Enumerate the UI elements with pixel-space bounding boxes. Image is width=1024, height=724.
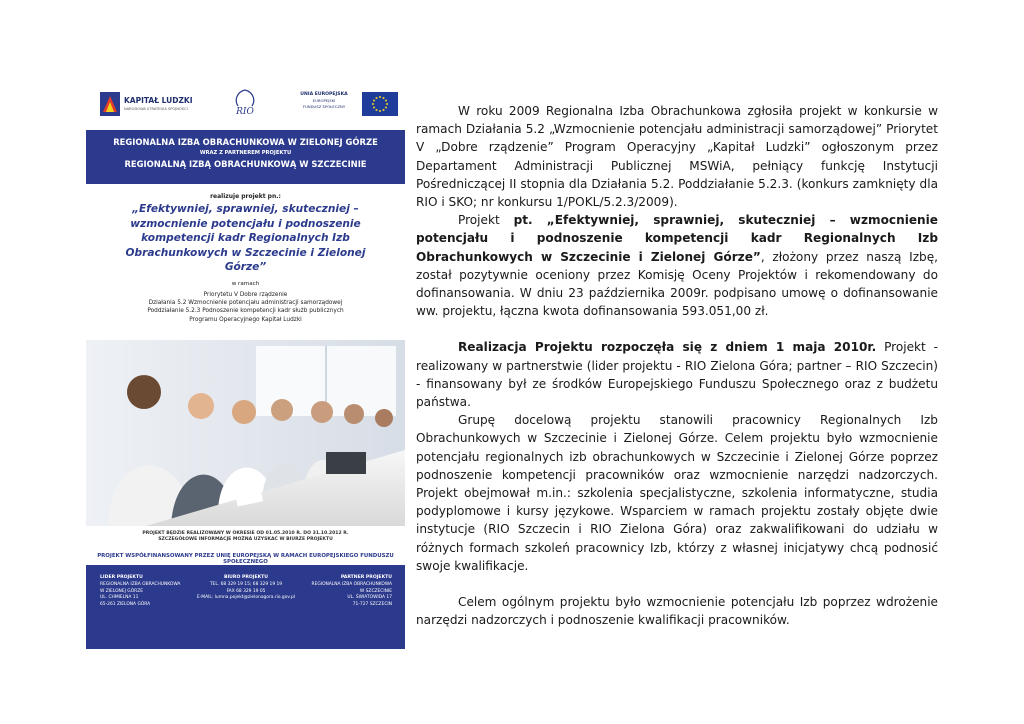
programme-line: Priorytetu V Dobre rządzenie (203, 292, 288, 298)
poster-project-name: „Efektywniej, sprawniej, skuteczniej – wzmocnienie potencjału i podnoszenie kompetencji kadr Regionalnych Izb Obrachunkowych w Szczecinie i Zielonej Górze” (125, 203, 366, 274)
leader-line: 65-261 ZIELONA GÓRA (100, 602, 151, 608)
svg-text:RIO: RIO (236, 107, 254, 117)
article-body (416, 102, 938, 629)
office-contact (196, 575, 296, 602)
programme-line: Działania 5.2 Wzmocnienie potencjału administracji samorządowej (148, 300, 343, 307)
p3-rest: Projekt - realizowany w partnerstwie (lider projektu - RIO Zielona Góra; partner – RIO Szczecin) - finansowany był ze środków Europejskiego Funduszu Społecznego oraz z budżetu państwa. (416, 340, 938, 410)
office-line: FAX 68 329 19 05 (226, 588, 266, 594)
rio-logo (228, 88, 262, 120)
article-paragraph-5: Celem ogólnym projektu było wzmocnienie potencjału Izb poprzez wdrożenie narzędzi nadzorczych i podnoszenie kwalifikacji pracowników. (416, 595, 938, 628)
article-paragraph-1: W roku 2009 Regionalna Izba Obrachunkowa zgłosiła projekt w konkursie w ramach Działania 5.2 „Wzmocnienie potencjału administracji samorządowej” Priorytet V „Dobre rządzenie” Program Operacyjny „Kapitał Ludzki” ogłoszonym przez Departament Administracji Publicznej MSWiA, pełniący funkcję Instytucji Pośredniczącej II stopnia dla Działania 5.2. Poddziałanie 5.2.3. (konkurs zamknięty dla RIO i SKO; nr konkursu 1/POKL/5.2.3/2009). (416, 104, 938, 210)
eu-flag-icon (362, 92, 398, 116)
leader-title: LIDER PROJEKTU (100, 575, 143, 580)
leader-line: UL. CHMIELNA 11 (100, 595, 139, 601)
programme-line: Programu Operacyjnego Kapitał Ludzki (189, 316, 302, 323)
eu-line2: EUROPEJSKI (312, 98, 336, 103)
poster-w-ramach: w ramach (231, 281, 260, 287)
article-paragraph-2 (416, 211, 938, 320)
kapital-ludzki-subtitle: NARODOWA STRATEGIA SPÓJNOŚCI (124, 107, 188, 111)
p2-rest: , złożony przez naszą Izbę, został pozytywnie oceniony przez Komisję Oceny Projektów i rekomendowany do dofinansowania. W dniu 23 października 2009r. podpisano umowę o dofinansowanie ww. projektu, łączna kwota dofinansowania 593.051,00 zł. (416, 249, 938, 319)
poster-realizuje: realizuje projekt pn.: (210, 193, 281, 200)
leader-line: REGIONALNA IZBA OBRACHUNKOWA (100, 581, 181, 587)
logo-bar (86, 84, 405, 126)
project-poster (86, 84, 405, 649)
poster-cofinancing: PROJEKT WSPÓŁFINANSOWANY PRZEZ UNIĘ EUROPEJSKĄ W RAMACH EUROPEJSKIEGO FUNDUSZU SPOŁECZNEGO (97, 553, 394, 565)
poster-dates (86, 531, 405, 543)
eu-title: UNIA EUROPEJSKA (300, 92, 348, 97)
article-paragraph-3 (416, 338, 938, 411)
article-paragraph-4: Grupę docelową projektu stanowili pracownicy Regionalnych Izb Obrachunkowych w Szczecinie i Zielonej Górze. Celem projektu było wzmocnienie potencjału regionalnych izb obrachunkowych w Szczecinie i Zielonej Górze poprzez podnoszenie kompetencji pracowników oraz wzmocnienie narzędzi nadzorczych. Projekt obejmował m.in.: szkolenia specjalistyczne, szkolenia informatyczne, studia podyplomowe i kursy językowe. Wsparciem w ramach projektu zostały objęte dwie instytucje (RIO Szczecin i RIO Zielona Góra) oraz zakwalifikowani do udziału w różnych formach szkoleń pracownicy Izb, którzy z własnej inicjatywy chcą podnosić swoje kwalifikacje. (416, 413, 938, 573)
partner-line: W SZCZECINIE (359, 588, 392, 594)
poster-dates-line1: PROJEKT BĘDZIE REALIZOWANY W OKRESIE OD 01.05.2010 R. DO 31.10.2012 R. (142, 531, 349, 536)
poster-dates-line2: SZCZEGÓŁOWE INFORMACJE MOŻNA UZYSKAĆ W BIURZE PROJEKTU (158, 537, 333, 542)
poster-contact-band (86, 565, 405, 649)
office-line: E-MAIL: lumna.pojekt@zielonagora.rio.gov.pl (196, 595, 296, 601)
leader-contact (100, 575, 200, 609)
p3-start-date: Realizacja Projektu rozpoczęła się z dniem 1 maja 2010r. (458, 340, 877, 355)
p2-project-title: pt. „Efektywniej, sprawniej, skuteczniej – wzmocnienie potencjału i podnoszenie kompetencji kadr Regionalnych Izb Obrachunkowych w Szczecinie i Zielonej Górze” (416, 213, 939, 264)
office-line: TEL. 68 329 19 15; 68 329 19 19 (209, 581, 283, 587)
poster-title-line3: REGIONALNĄ IZBĄ OBRACHUNKOWĄ W SZCZECINIE (124, 159, 367, 169)
poster-title-band (86, 130, 405, 184)
partner-line: REGIONALNA IZBA OBRACHUNKOWA (311, 581, 392, 587)
eu-line3: FUNDUSZ SPOŁECZNY (302, 104, 346, 109)
office-workers-photo (86, 340, 405, 526)
kapital-ludzki-title: KAPITAŁ LUDZKI (124, 96, 193, 105)
leader-line: W ZIELONEJ GÓRZE (100, 588, 143, 594)
programme-line: Poddziałanie 5.2.3 Podnoszenie kompetencji kadr służb publicznych (147, 308, 344, 315)
poster-title-line2: WRAZ Z PARTNEREM PROJEKTU (199, 150, 292, 156)
kapital-ludzki-mark-icon (100, 92, 120, 116)
poster-title-line1: REGIONALNA IZBA OBRACHUNKOWA W ZIELONEJ GÓRZE (113, 137, 378, 147)
p2-prefix: Projekt (458, 213, 514, 228)
office-title: BIURO PROJEKTU (223, 575, 269, 580)
kapital-ludzki-logo (100, 90, 210, 120)
partner-line: 71-727 SZCZECIN (352, 602, 392, 608)
partner-line: UL. ŚWIATOWIDA 17 (347, 595, 392, 601)
poster-programme-lines (96, 291, 395, 324)
partner-contact (292, 575, 392, 609)
partner-title: PARTNER PROJEKTU (340, 575, 392, 580)
eu-logo (292, 92, 400, 118)
